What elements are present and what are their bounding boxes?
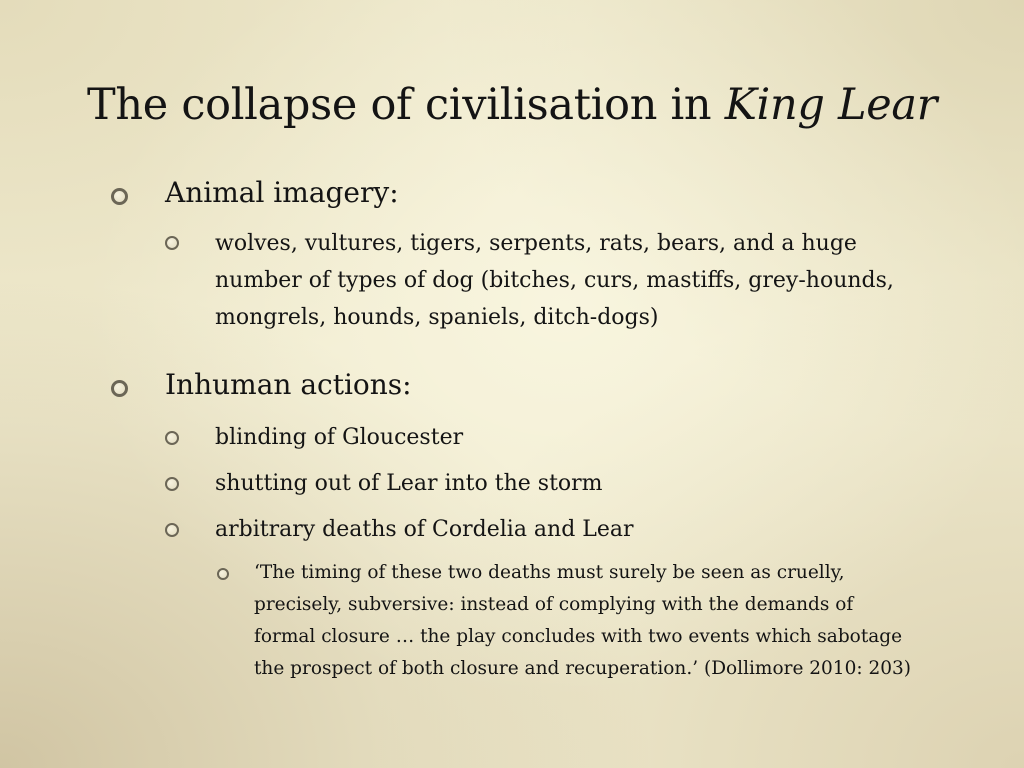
list-item-line: wolves, vultures, tigers, serpents, rats, bears, and a huge	[215, 231, 857, 256]
list-item-line: shutting out of Lear into the storm	[215, 471, 603, 496]
slide-title-italic: King Lear	[724, 80, 937, 130]
circle-bullet-icon	[111, 188, 128, 205]
quote-item	[254, 557, 934, 685]
list-item	[215, 225, 935, 336]
circle-bullet-icon	[165, 236, 179, 250]
circle-bullet-icon	[165, 431, 179, 445]
circle-bullet-icon	[165, 477, 179, 491]
list-item-line: blinding of Gloucester	[215, 425, 464, 450]
section-heading: Animal imagery:	[165, 176, 399, 209]
circle-bullet-icon	[217, 568, 229, 580]
list-item-line: arbitrary deaths of Cordelia and Lear	[215, 517, 634, 542]
circle-bullet-icon	[111, 380, 128, 397]
quote-line: the prospect of both closure and recuperation.’ (Dollimore 2010: 203)	[254, 658, 911, 679]
list-item-line: number of types of dog (bitches, curs, mastiffs, grey-hounds,	[215, 268, 894, 293]
slide-title-main: The collapse of civilisation in	[87, 80, 725, 130]
list-item-line: mongrels, hounds, spaniels, ditch-dogs)	[215, 305, 659, 330]
quote-line: ‘The timing of these two deaths must surely be seen as cruelly,	[254, 562, 845, 583]
list-item	[215, 419, 935, 456]
list-item	[215, 511, 935, 548]
quote-line: precisely, subversive: instead of complying with the demands of	[254, 594, 854, 615]
circle-bullet-icon	[165, 523, 179, 537]
slide-title	[0, 80, 1024, 130]
list-item	[215, 465, 935, 502]
section-heading: Inhuman actions:	[165, 368, 412, 401]
quote-line: formal closure … the play concludes with two events which sabotage	[254, 626, 903, 647]
